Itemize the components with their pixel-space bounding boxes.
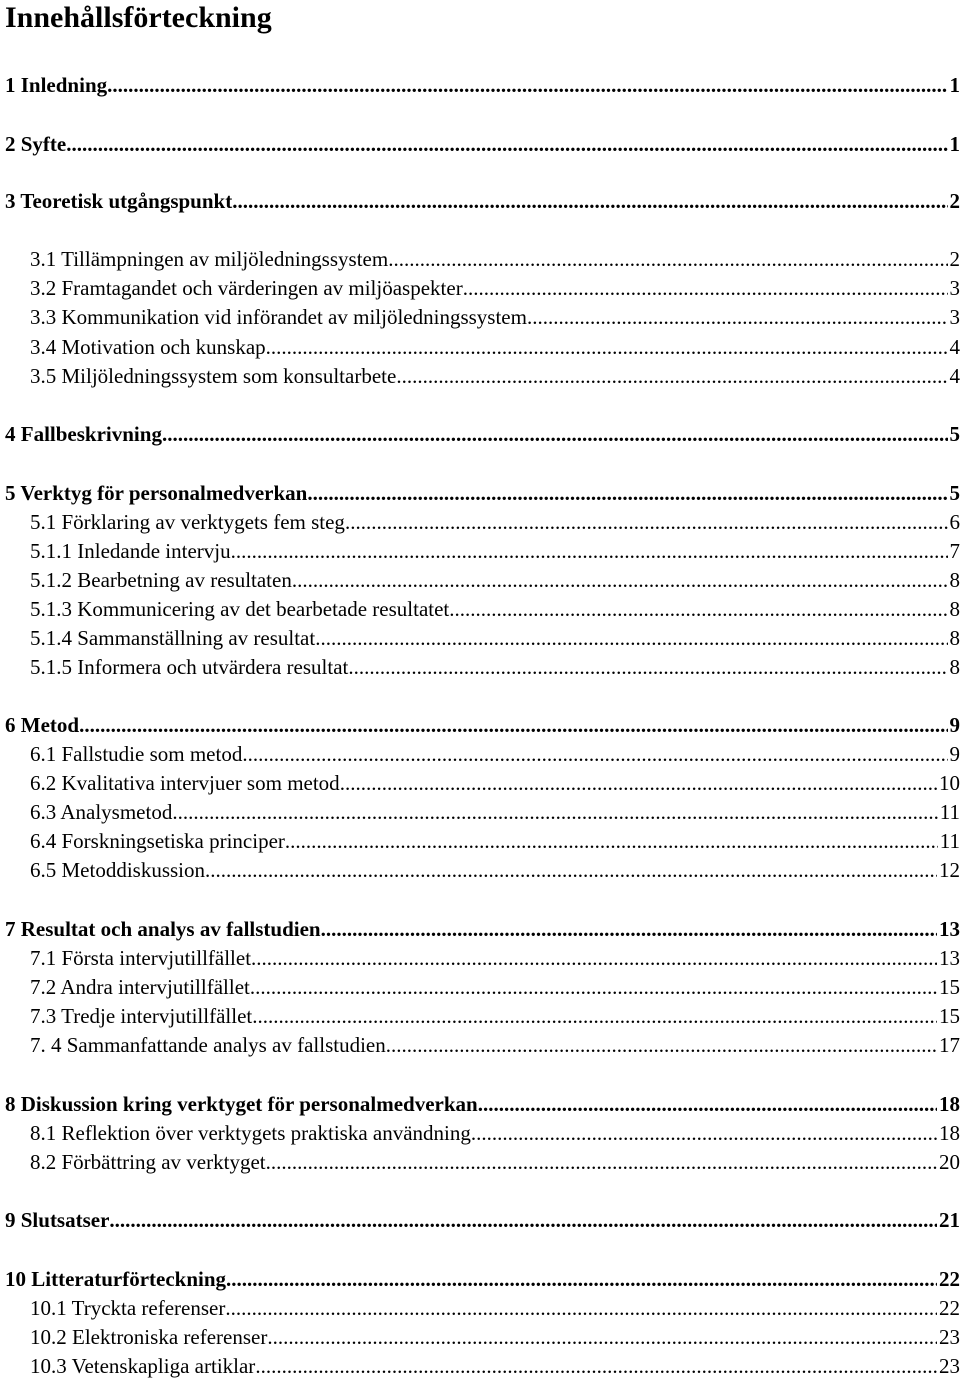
toc-entry-label: 4 Fallbeskrivning [5,422,162,446]
toc-entry[interactable] [30,740,960,769]
toc-entry-page-number: 4 [949,335,960,359]
toc-entry[interactable] [30,537,960,566]
toc-entry[interactable] [5,711,960,740]
toc-entry[interactable] [30,362,960,391]
toc-entry-page-number: 12 [939,858,960,882]
toc-entry-label: 5.1 Förklaring av verktygets fem steg [30,510,345,534]
toc-entry-label: 9 Slutsatser [5,1208,110,1232]
dot-leader [107,71,947,100]
dot-leader [388,245,947,274]
toc-entry[interactable] [30,303,960,332]
toc-entry[interactable] [30,1002,960,1031]
dot-leader [449,595,947,624]
toc-entry-page-number: 8 [949,626,960,650]
toc-entry[interactable] [30,1148,960,1177]
toc-entry-label: 7. 4 Sammanfattande analys av fallstudien [30,1033,386,1057]
toc-entry-page-number: 15 [939,1004,960,1028]
dot-leader [471,1119,937,1148]
toc-entry-label: 5 Verktyg för personalmedverkan [5,481,308,505]
dot-leader [242,740,947,769]
dot-leader [226,1265,937,1294]
toc-entry-label: 8 Diskussion kring verktyget för personalmedverkan [5,1092,478,1116]
toc-entry-label: 5.1.1 Inledande intervju [30,539,231,563]
toc-entry[interactable] [30,333,960,362]
toc-entry-page-number: 9 [949,713,960,737]
toc-entry-label: 3.2 Framtagandet och värderingen av miljöaspekter [30,276,463,300]
toc-entry-page-number: 23 [939,1354,960,1378]
dot-leader [250,973,937,1002]
toc-entry-page-number: 5 [949,422,960,446]
toc-entry-page-number: 3 [949,276,960,300]
toc-entry-label: 2 Syfte [5,132,67,156]
dot-leader [345,508,948,537]
toc-entry-label: 3 Teoretisk utgångspunkt [5,189,233,213]
toc-entry[interactable] [5,1206,960,1235]
toc-entry-label: 5.1.3 Kommunicering av det bearbetade resultatet [30,597,450,621]
dot-leader [231,537,948,566]
toc-entry[interactable] [30,1294,960,1323]
toc-entry[interactable] [30,856,960,885]
dot-leader [463,274,948,303]
toc-entry[interactable] [30,566,960,595]
toc-entry[interactable] [5,915,960,944]
dot-leader [162,420,948,449]
toc-entry-page-number: 11 [939,829,960,853]
toc-entry-page-number: 8 [949,597,960,621]
dot-leader [340,769,937,798]
toc-entry[interactable] [30,944,960,973]
toc-entry[interactable] [30,508,960,537]
toc-entry-page-number: 6 [949,510,960,534]
dot-leader [225,1294,937,1323]
toc-entry-label: 6 Metod [5,713,80,737]
dot-leader [109,1206,937,1235]
dot-leader [172,798,937,827]
toc-entry[interactable] [30,245,960,274]
toc-entry-page-number: 22 [939,1296,960,1320]
toc-entry[interactable] [5,187,960,216]
toc-entry-page-number: 8 [949,568,960,592]
toc-entry-label: 7 Resultat och analys av fallstudien [5,917,321,941]
dot-leader [232,187,947,216]
dot-leader [267,1323,937,1352]
dot-leader [396,362,947,391]
dot-leader [251,944,937,973]
toc-entry-label: 5.1.2 Bearbetning av resultaten [30,568,292,592]
toc-entry[interactable] [5,130,960,159]
toc-entry-page-number: 5 [949,481,960,505]
toc-entry-label: 5.1.5 Informera och utvärdera resultat [30,655,349,679]
toc-entry[interactable] [30,973,960,1002]
dot-leader [478,1090,937,1119]
toc-entry-label: 10.3 Vetenskapliga artiklar [30,1354,256,1378]
toc-entry-label: 10.2 Elektroniska referenser [30,1325,268,1349]
toc-entry[interactable] [5,479,960,508]
toc-entry-page-number: 11 [939,800,960,824]
toc-entry-label: 10 Litteraturförteckning [5,1267,227,1291]
toc-entry-page-number: 13 [939,917,960,941]
toc-entry-page-number: 17 [939,1033,960,1057]
toc-entry-label: 3.1 Tillämpningen av miljöledningssystem [30,247,389,271]
toc-entry-page-number: 15 [939,975,960,999]
dot-leader [386,1031,937,1060]
toc-entry-page-number: 23 [939,1325,960,1349]
dot-leader [66,130,947,159]
toc-entry-label: 1 Inledning [5,73,108,97]
toc-entry[interactable] [30,624,960,653]
toc-entry-page-number: 1 [949,73,960,97]
toc-entry-page-number: 21 [939,1208,960,1232]
toc-entry[interactable] [30,1031,960,1060]
dot-leader [527,303,948,332]
toc-entry-page-number: 18 [939,1121,960,1145]
toc-entry-label: 6.5 Metoddiskussion [30,858,206,882]
toc-entry[interactable] [30,769,960,798]
toc-entry[interactable] [30,653,960,682]
toc-entry[interactable] [30,1119,960,1148]
dot-leader [292,566,948,595]
toc-entry-label: 10.1 Tryckta referenser [30,1296,226,1320]
toc-entry-page-number: 4 [949,364,960,388]
toc-entry[interactable] [30,274,960,303]
toc-entry-page-number: 2 [949,189,960,213]
toc-entry[interactable] [5,1090,960,1119]
toc-entry-page-number: 1 [949,132,960,156]
toc-entry[interactable] [5,71,960,100]
toc-entry-label: 3.4 Motivation och kunskap [30,335,266,359]
dot-leader [205,856,937,885]
dot-leader [348,653,947,682]
dot-leader [307,479,947,508]
toc-entry-label: 8.1 Reflektion över verktygets praktiska användning [30,1121,471,1145]
dot-leader [255,1352,937,1381]
toc-entry-label: 6.2 Kvalitativa intervjuer som metod [30,771,340,795]
toc-entry-page-number: 3 [949,305,960,329]
dot-leader [266,1148,937,1177]
toc-entry-page-number: 7 [949,539,960,563]
dot-leader [252,1002,937,1031]
toc-entry-label: 3.5 Miljöledningssystem som konsultarbete [30,364,397,388]
dot-leader [79,711,947,740]
toc-entry-label: 7.2 Andra intervjutillfället [30,975,250,999]
dot-leader [315,624,947,653]
toc-entry-label: 3.3 Kommunikation vid införandet av miljöledningssystem [30,305,527,329]
toc-entry-page-number: 10 [939,771,960,795]
toc-entry[interactable] [30,827,960,856]
toc-entry-label: 5.1.4 Sammanställning av resultat [30,626,316,650]
toc-entry[interactable] [30,595,960,624]
toc-entry-label: 7.3 Tredje intervjutillfället [30,1004,253,1028]
toc-entry-label: 6.1 Fallstudie som metod [30,742,243,766]
page-title: Innehållsförteckning [5,1,272,34]
toc-entry-page-number: 18 [939,1092,960,1116]
toc-entry[interactable] [30,798,960,827]
toc-entry[interactable] [30,1352,960,1381]
toc-entry-label: 7.1 Första intervjutillfället [30,946,252,970]
toc-entry-page-number: 13 [939,946,960,970]
toc-entry-label: 6.3 Analysmetod [30,800,173,824]
toc-entry[interactable] [5,1265,960,1294]
toc-entry-page-number: 20 [939,1150,960,1174]
toc-entry[interactable] [5,420,960,449]
toc-entry-page-number: 8 [949,655,960,679]
dot-leader [321,915,937,944]
toc-entry-page-number: 22 [939,1267,960,1291]
dot-leader [285,827,938,856]
toc-entry-page-number: 2 [949,247,960,271]
toc-entry-label: 6.4 Forskningsetiska principer [30,829,285,853]
toc-entry-page-number: 9 [949,742,960,766]
dot-leader [266,333,948,362]
toc-entry[interactable] [30,1323,960,1352]
toc-entry-label: 8.2 Förbättring av verktyget [30,1150,266,1174]
